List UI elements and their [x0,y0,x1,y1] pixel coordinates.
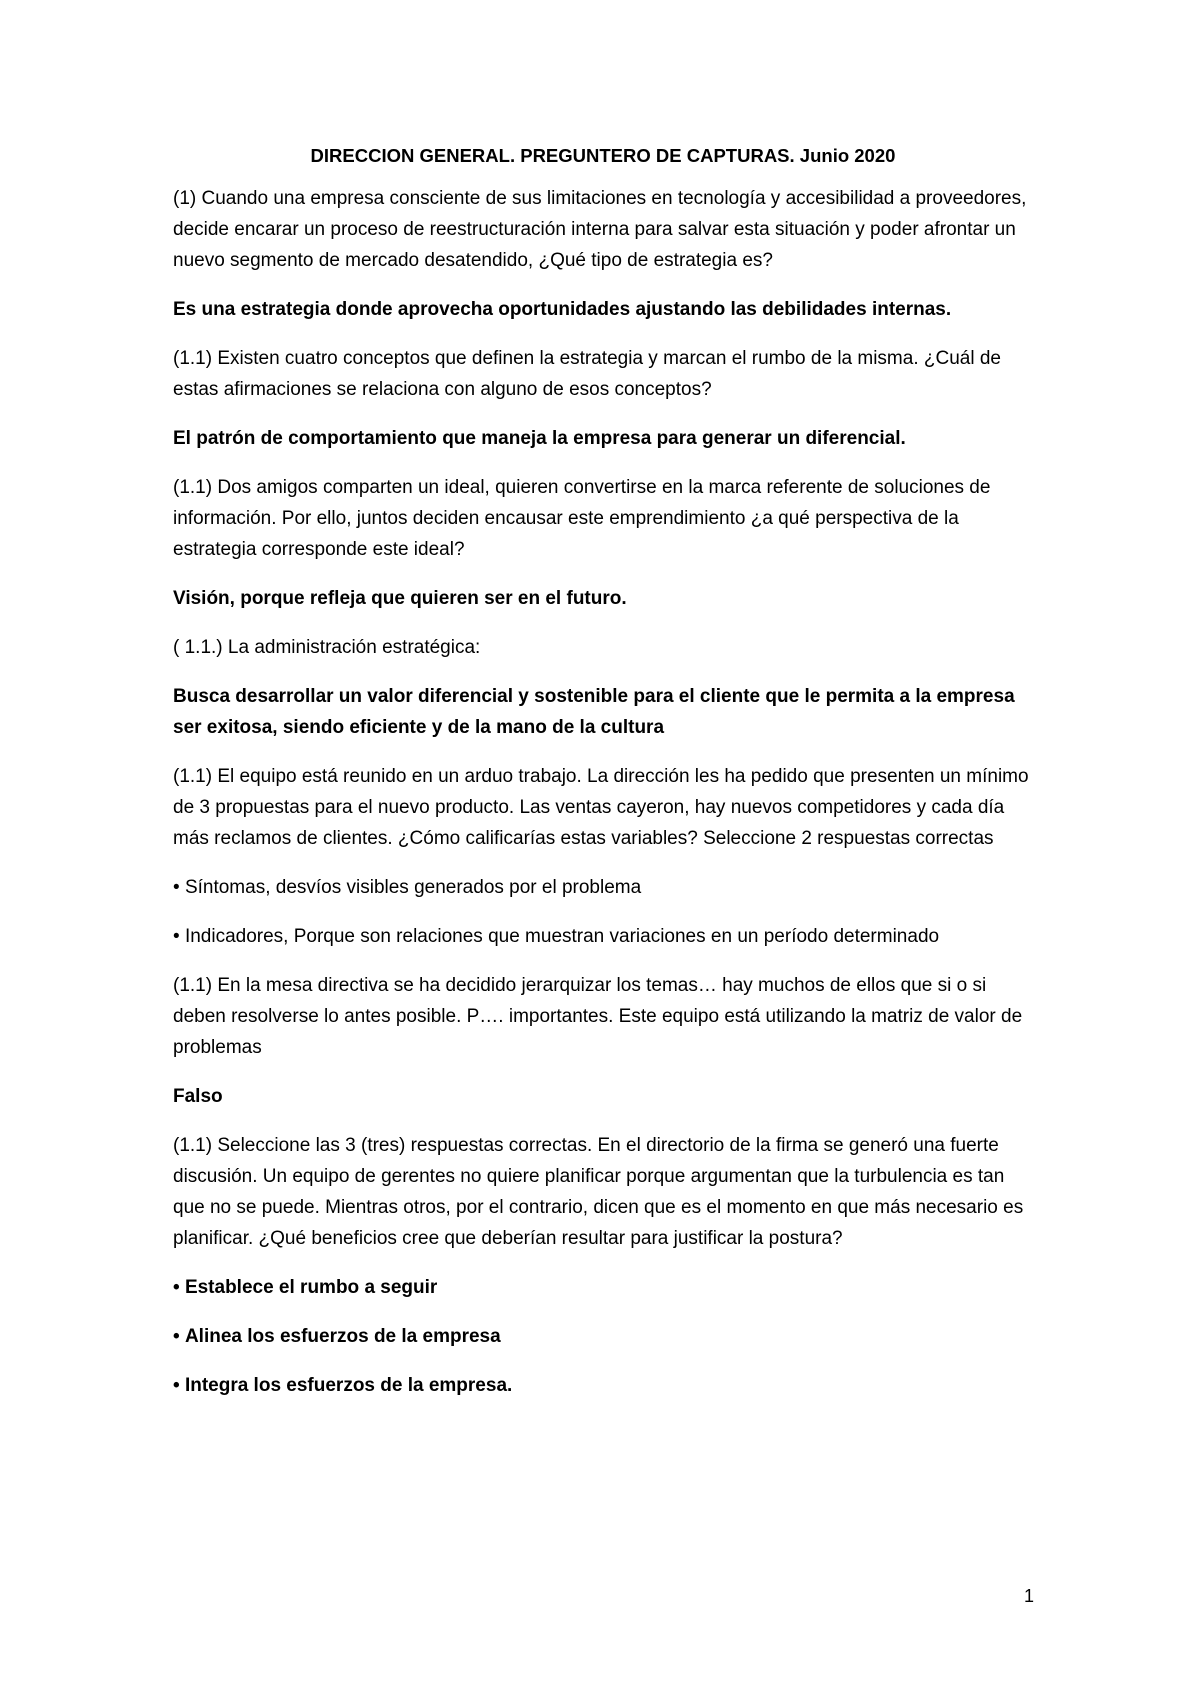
document-title: DIRECCION GENERAL. PREGUNTERO DE CAPTURAS. Junio 2020 [310,145,896,166]
answer-paragraph: El patrón de comportamiento que maneja la empresa para generar un diferencial. [173,428,906,449]
answer-paragraph: Falso [173,1086,223,1107]
bullet-item: • Indicadores, Porque son relaciones que muestran variaciones en un período determinado [173,921,1033,952]
bullet-answer-item: • Integra los esfuerzos de la empresa. [173,1370,1033,1401]
answer-paragraph: Visión, porque refleja que quieren ser en el futuro. [173,588,627,609]
answer-paragraph: Busca desarrollar un valor diferencial y sostenible para el cliente que le permita a la empresa ser exitosa, siendo eficiente y de la mano de la cultura [173,686,1015,738]
answer-paragraph: Es una estrategia donde aprovecha oportunidades ajustando las debilidades internas. [173,299,952,320]
question-paragraph: (1.1) Existen cuatro conceptos que definen la estrategia y marcan el rumbo de la misma. ¿Cuál de estas afirmaciones se relaciona con alguno de esos conceptos? [173,348,1001,400]
page-number: 1 [1023,1586,1034,1606]
question-paragraph: ( 1.1.) La administración estratégica: [173,637,481,658]
bullet-item: • Síntomas, desvíos visibles generados por el problema [173,872,1033,903]
question-paragraph: (1.1) Dos amigos comparten un ideal, quieren convertirse en la marca referente de soluciones de información. Por ello, juntos deciden encausar este emprendimiento ¿a qué perspectiva de la estrategia corresponde este ideal? [173,477,991,560]
bullet-answer-item: • Establece el rumbo a seguir [173,1272,1033,1303]
question-paragraph: (1) Cuando una empresa consciente de sus limitaciones en tecnología y accesibilidad a proveedores, decide encarar un proceso de reestructuración interna para salvar esta situación y poder afrontar un nuevo segmento de mercado desatendido, ¿Qué tipo de estrategia es? [173,188,1027,271]
question-paragraph: (1.1) Seleccione las 3 (tres) respuestas correctas. En el directorio de la firma se generó una fuerte discusión. Un equipo de gerentes no quiere planificar porque argumentan que la turbulencia es tan que no se puede. Mientras otros, por el contrario, dicen que es el momento en que más necesario es planificar. ¿Qué beneficios cree que deberían resultar para justificar la postura? [173,1135,1024,1249]
document-body [173,140,1033,1419]
bullet-answer-item: • Alinea los esfuerzos de la empresa [173,1321,1033,1352]
question-paragraph: (1.1) En la mesa directiva se ha decidido jerarquizar los temas… hay muchos de ellos que si o si deben resolverse lo antes posible. P…. importantes. Este equipo está utilizando la matriz de valor de problemas [173,975,1023,1058]
question-paragraph: (1.1) El equipo está reunido en un arduo trabajo. La dirección les ha pedido que presenten un mínimo de 3 propuestas para el nuevo producto. Las ventas cayeron, hay nuevos competidores y cada día más reclamos de clientes. ¿Cómo calificarías estas variables? Seleccione 2 respuestas correctas [173,766,1029,849]
